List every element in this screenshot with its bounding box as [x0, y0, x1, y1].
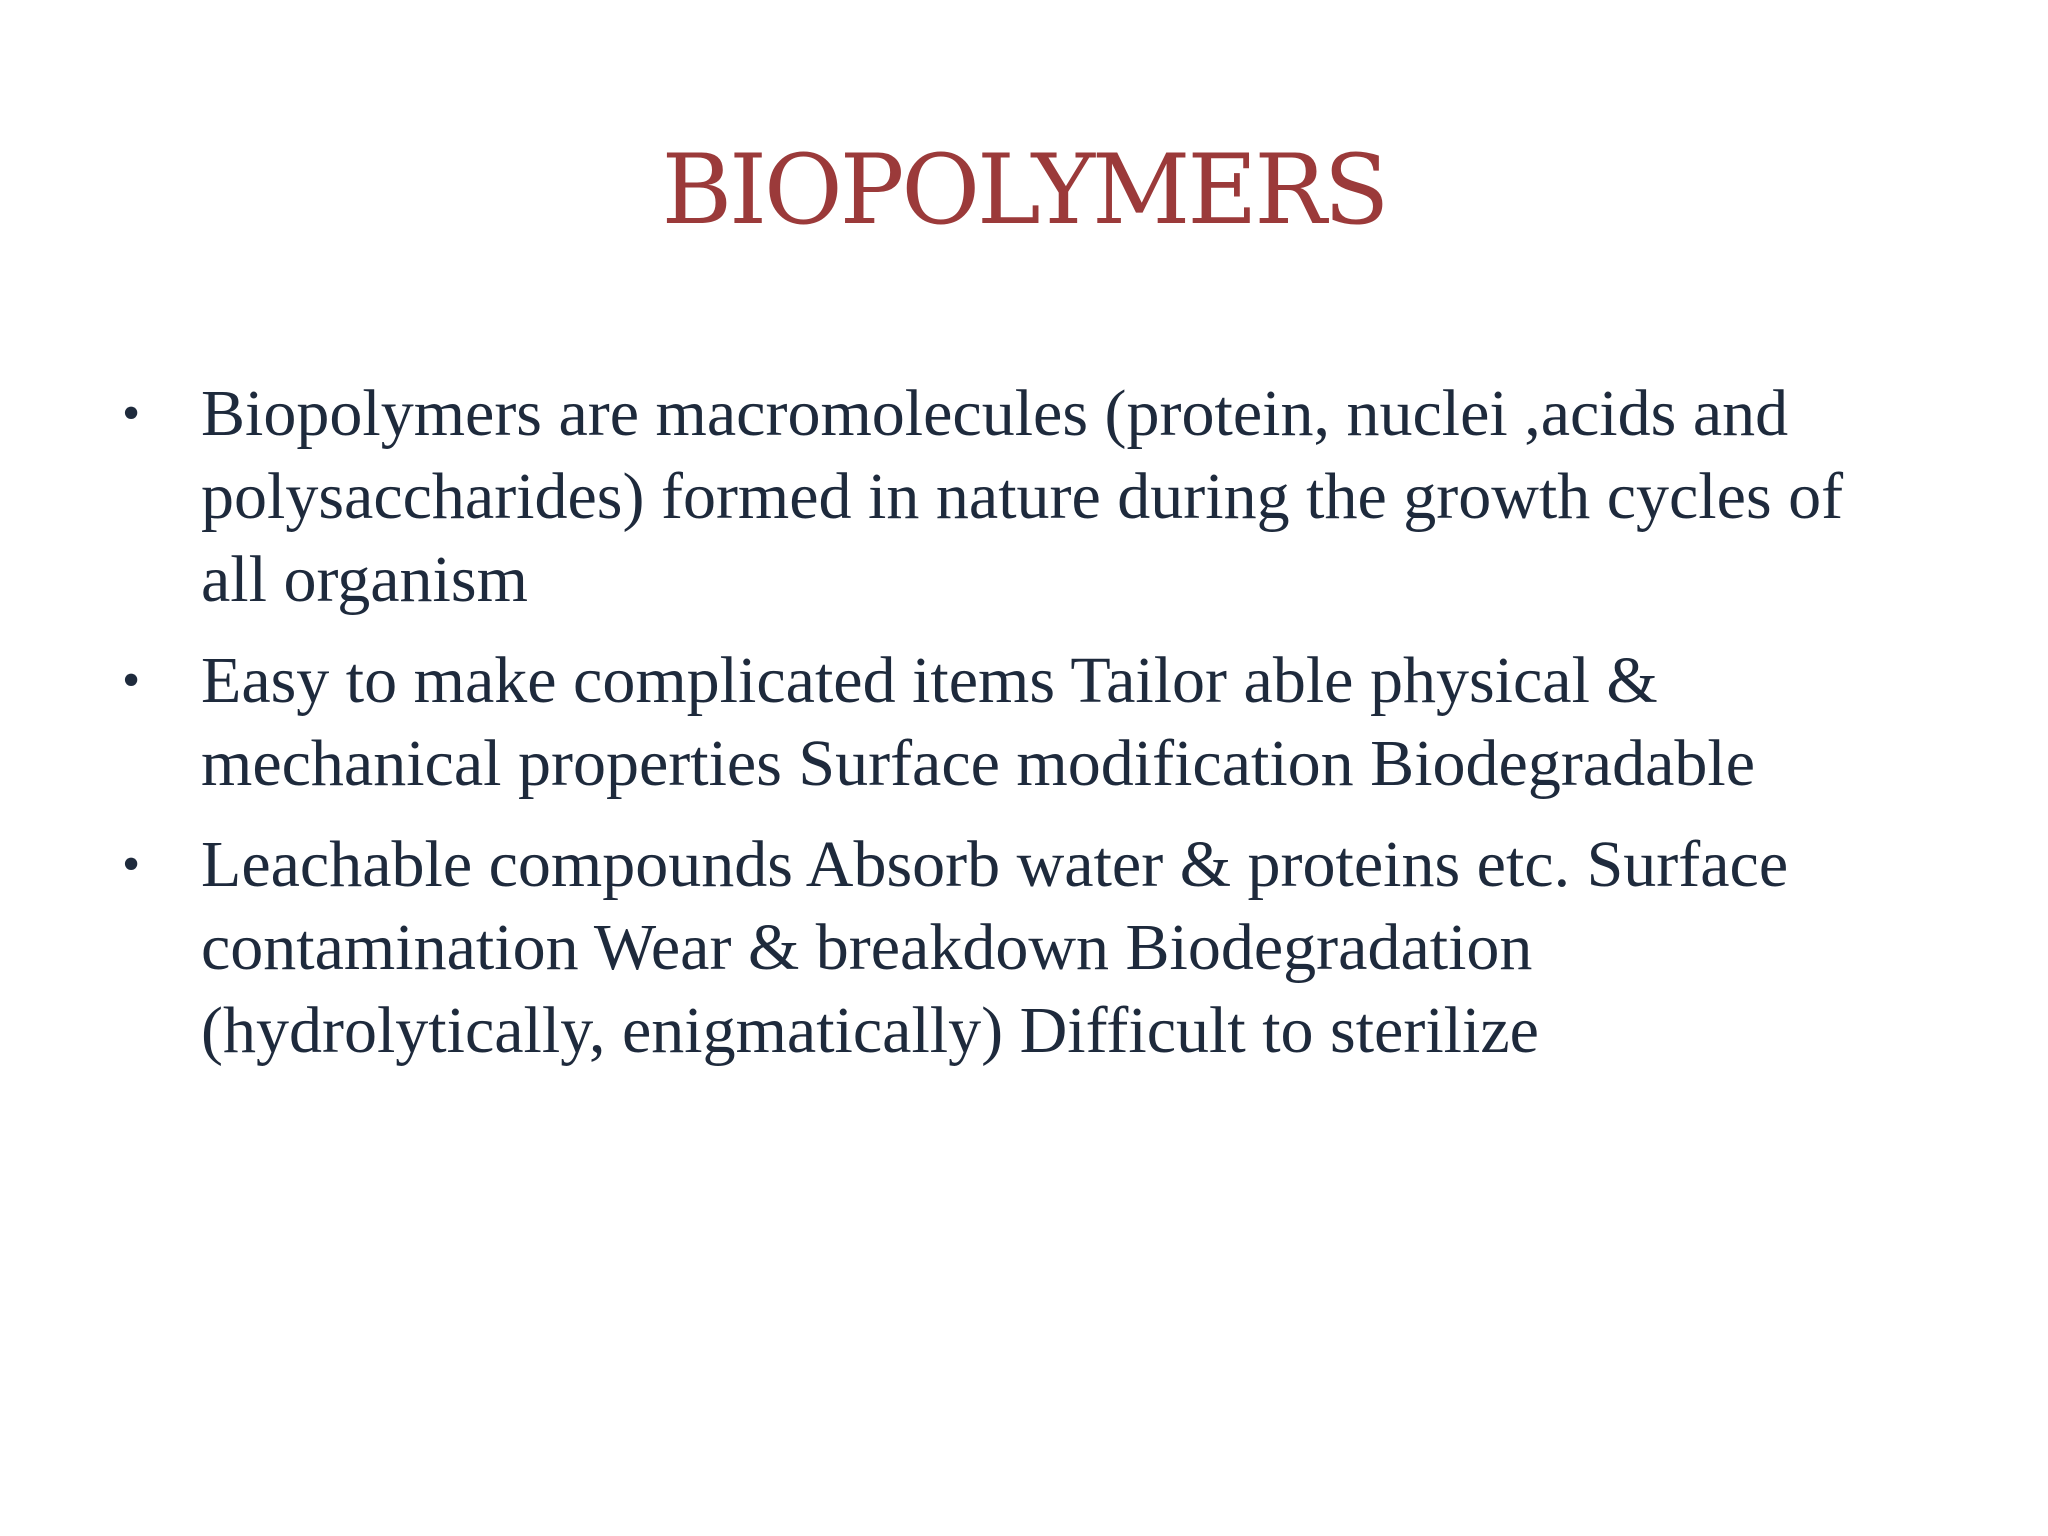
slide-title: BIOPOLYMERS [661, 134, 1387, 246]
bullet-item [120, 372, 1920, 621]
bullet-icon: • [122, 652, 141, 709]
bullet-list [120, 372, 1920, 1090]
bullet-text: Easy to make complicated items Tailor able physical & mechanical properties Surface modification Biodegradable [201, 644, 1756, 800]
bullet-text: Biopolymers are macromolecules (protein, nuclei ,acids and polysaccharides) formed in nature during the growth cycles of all organism [201, 377, 1844, 616]
bullet-icon: • [122, 385, 141, 442]
bullet-text: Leachable compounds Absorb water & proteins etc. Surface contamination Wear & breakdown Biodegradation (hydrolytically, enigmatically) Difficult to sterilize [201, 828, 1789, 1067]
bullet-icon: • [122, 836, 141, 893]
bullet-item [120, 823, 1920, 1072]
bullet-item [120, 639, 1920, 805]
